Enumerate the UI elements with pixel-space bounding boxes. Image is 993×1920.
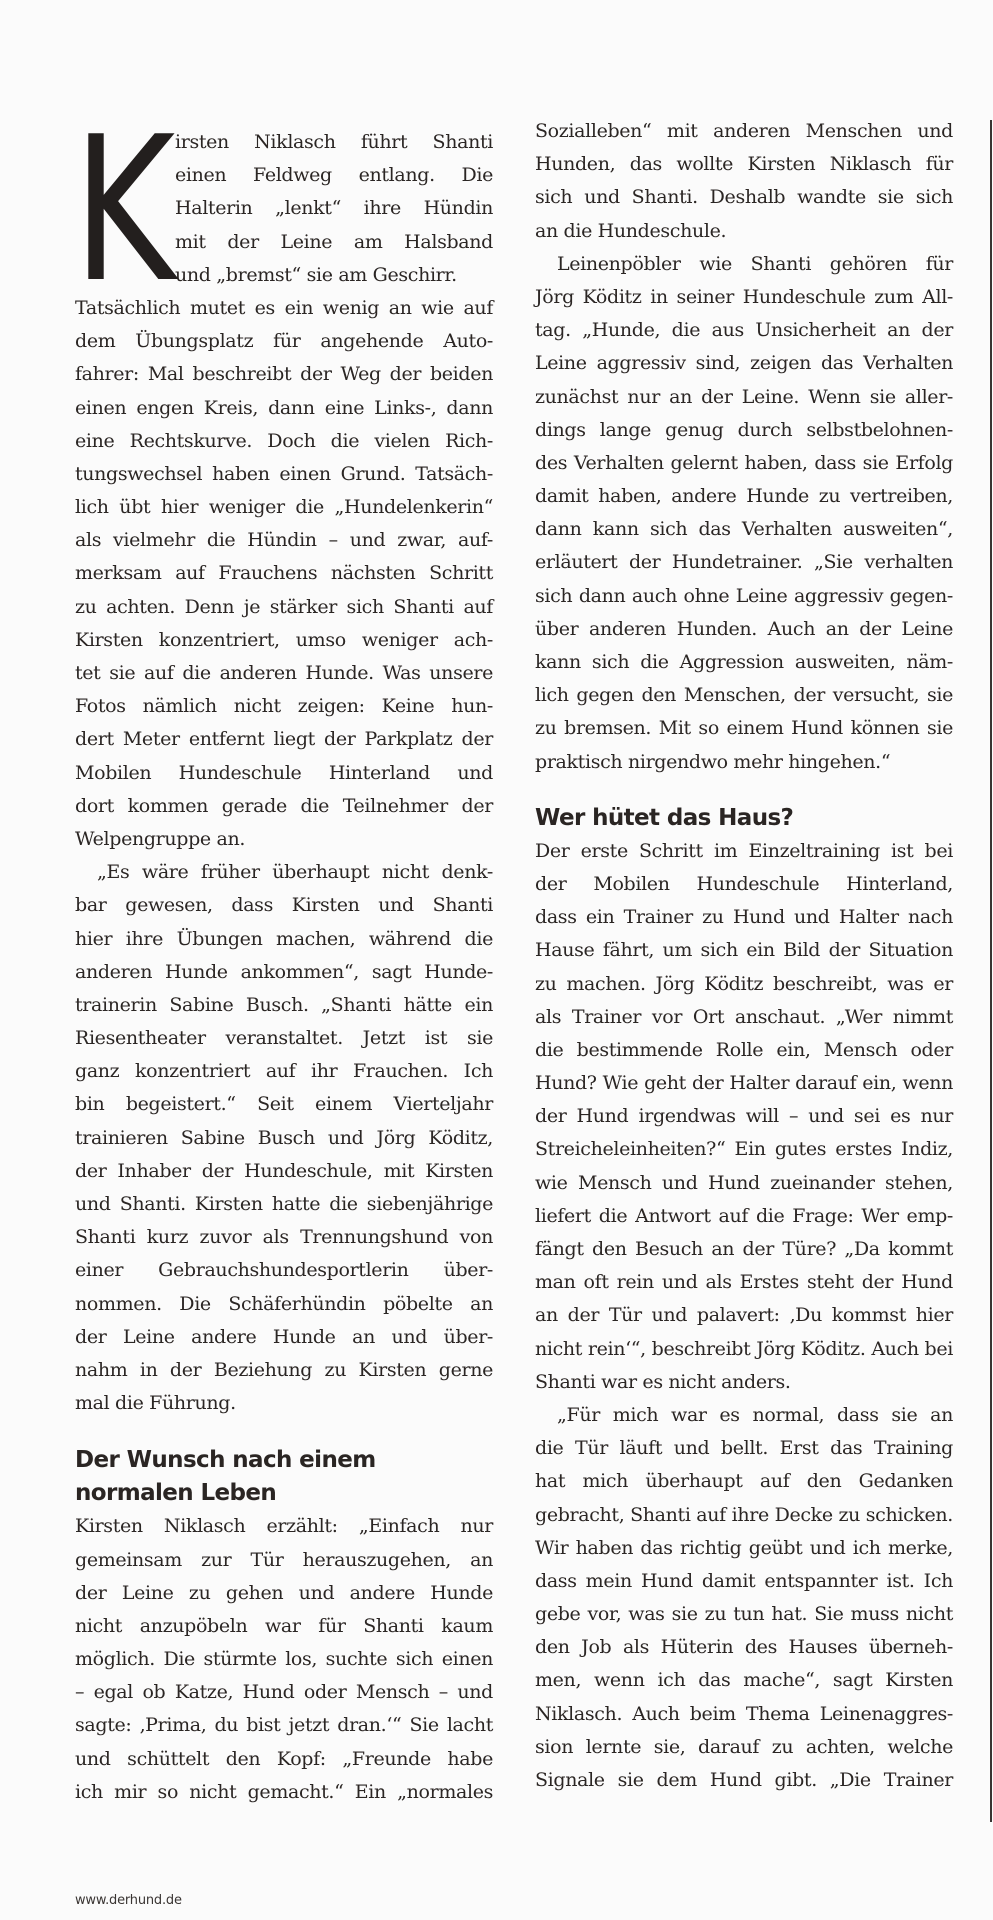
text-line: eine Rechtskurve. Doch die vielen Rich- [75, 429, 493, 452]
text-line: der Inhaber der Hundeschule, mit Kirsten [75, 1159, 493, 1182]
text-line: merksam auf Frauchens nächsten Schritt [75, 562, 493, 585]
text-line: ganz konzentriert auf ihr Frauchen. Ich [75, 1060, 493, 1083]
text-line: Riesentheater veranstaltet. Jetzt ist sie [75, 1027, 493, 1050]
text-line: Leine aggressiv sind, zeigen das Verhalten [535, 352, 953, 375]
text-line: dass ein Trainer zu Hund und Halter nach [535, 906, 953, 929]
text-line: die Tür läuft und bellt. Erst das Training [535, 1437, 953, 1460]
text-line: sion lernte sie, darauf zu achten, welche [535, 1735, 953, 1758]
text-line: Wir haben das richtig geübt und ich merke, [535, 1536, 953, 1559]
text-line: Leinenpöbler wie Shanti gehören für [557, 252, 953, 275]
text-line: Welpengruppe an. [75, 827, 246, 850]
text-line: gebe vor, was sie zu tun hat. Sie muss nicht [535, 1603, 953, 1626]
text-line: irsten Niklasch führt Shanti [175, 131, 493, 153]
text-line: Niklasch. Auch beim Thema Leinenaggres- [535, 1702, 953, 1725]
text-line: damit haben, andere Hunde zu vertreiben, [535, 485, 953, 508]
text-line: dings lange genug durch selbstbelohnen- [535, 418, 953, 441]
spacer [535, 779, 953, 802]
paragraph-6 [535, 1399, 953, 1797]
text-line: trainieren Sabine Busch und Jörg Köditz, [75, 1126, 493, 1149]
text-line: zunächst nur an der Leine. Wenn sie aller- [535, 385, 953, 408]
text-line: Der Wunsch nach einem [75, 1447, 376, 1474]
text-line: men, wenn ich das mache“, sagt Kirsten [535, 1669, 953, 1692]
text-line: den Job als Hüterin des Hauses überneh- [535, 1636, 953, 1659]
text-line: kann sich die Aggression ausweiten, näm- [535, 651, 953, 673]
text-line: Mobilen Hundeschule Hinterland und [75, 761, 493, 784]
text-line: dort kommen gerade die Teilnehmer der [75, 794, 493, 817]
text-line: Halterin „lenkt“ ihre Hündin [175, 197, 493, 220]
paragraph-2 [75, 856, 493, 1420]
text-line: zu machen. Jörg Köditz beschreibt, was er [535, 972, 953, 995]
section-heading-wunsch [75, 1444, 493, 1510]
spacer [75, 1420, 493, 1444]
text-line: nahm in der Beziehung zu Kirsten gerne [75, 1358, 493, 1381]
text-line: Hund? Wie geht der Halter darauf ein, wenn [535, 1072, 953, 1095]
text-line: über anderen Hunden. Auch an der Leine [535, 617, 953, 640]
text-line: einen engen Kreis, dann eine Links-, dann [75, 396, 493, 419]
text-line: trainerin Sabine Busch. „Shanti hätte ein [75, 993, 493, 1016]
paragraph-3-continued [535, 115, 953, 248]
text-line: dass mein Hund damit entspannter ist. Ich [535, 1569, 953, 1592]
text-line: man oft rein und als Erstes steht der Hund [535, 1271, 953, 1294]
text-line: gebracht, Shanti auf ihre Decke zu schicken. [535, 1503, 953, 1526]
text-line: dert Meter entfernt liegt der Parkplatz der [75, 728, 493, 751]
text-line: Shanti war es nicht anders. [535, 1370, 791, 1393]
paragraph-3 [75, 1510, 493, 1809]
text-line: Jörg Köditz in seiner Hundeschule zum All- [535, 285, 953, 308]
text-line: Streicheleinheiten?“ Ein gutes erstes Indiz, [535, 1138, 953, 1161]
text-line: zu bremsen. Mit so einem Hund können sie [535, 717, 953, 740]
text-line: Kirsten konzentriert, umso weniger ach- [75, 628, 493, 651]
text-line: nicht rein‘“, beschreibt Jörg Köditz. Auch bei [535, 1337, 953, 1360]
text-line: hier ihre Übungen machen, während die [75, 927, 493, 950]
text-line: der Leine andere Hunde an und über- [75, 1325, 493, 1348]
text-line: Signale sie dem Hund gibt. „Die Trainer [535, 1769, 953, 1791]
text-line: tag. „Hunde, die aus Unsicherheit an der [535, 319, 953, 342]
text-line: an die Hundeschule. [535, 219, 727, 242]
text-line: Der erste Schritt im Einzeltraining ist bei [535, 839, 953, 862]
text-line: lich übt hier weniger die „Hundelenkerin“ [75, 496, 493, 519]
article-column-right [535, 115, 953, 1797]
article-column-left [73, 94, 493, 1809]
text-line: dem Übungsplatz für angehende Auto- [75, 330, 493, 353]
text-line: tungswechsel haben einen Grund. Tatsäch- [75, 462, 493, 485]
text-line: nicht anzupöbeln war für Shanti kaum [75, 1614, 493, 1637]
text-line: „Für mich war es normal, dass sie an [557, 1403, 953, 1426]
footer-url[interactable]: www.derhund.de [75, 1893, 182, 1908]
text-line: der Mobilen Hundeschule Hinterland, [535, 872, 953, 895]
text-line: zu achten. Denn je stärker sich Shanti auf [75, 595, 493, 618]
text-line: erläutert der Hundetrainer. „Sie verhalten [535, 551, 953, 574]
text-line: Hause fährt, um sich ein Bild der Situation [535, 939, 953, 962]
text-line: und Shanti. Kirsten hatte die siebenjährige [75, 1193, 493, 1215]
text-line: mal die Führung. [75, 1392, 236, 1415]
text-line: sich und Shanti. Deshalb wandte sie sich [535, 186, 953, 209]
text-line: sagte: ‚Prima, du bist jetzt dran.‘“ Sie lacht [75, 1714, 493, 1737]
text-line: dann kann sich das Verhalten ausweiten“, [535, 518, 953, 541]
text-line: lich gegen den Menschen, der versucht, sie [535, 684, 953, 707]
text-line: Sozialleben“ mit anderen Menschen und [535, 120, 953, 142]
text-line: „Es wäre früher überhaupt nicht denk- [97, 861, 493, 884]
text-line: normalen Leben [75, 1480, 277, 1507]
text-line: Fotos nämlich nicht zeigen: Keine hun- [75, 695, 493, 718]
text-line: die bestimmende Rolle ein, Mensch oder [535, 1038, 953, 1061]
text-line: als Trainer vor Ort anschaut. „Wer nimmt [535, 1005, 953, 1028]
text-line: ich mir so nicht gemacht.“ Ein „normales [75, 1780, 493, 1803]
text-line: und schüttelt den Kopf: „Freunde habe [75, 1747, 493, 1770]
section-heading-haus: Wer hütet das Haus? [535, 804, 794, 831]
text-line: Hunden, das wollte Kirsten Niklasch für [535, 153, 953, 176]
text-line: liefert die Antwort auf die Frage: Wer emp- [535, 1204, 953, 1227]
text-line: der Hund irgendwas will – und sei es nur [535, 1105, 953, 1128]
text-line: fängt den Besuch an der Türe? „Da kommt [535, 1238, 953, 1260]
text-line: einer Gebrauchshundesportlerin über- [75, 1259, 493, 1282]
text-line: einen Feldweg entlang. Die [175, 164, 493, 187]
paragraph-1 [75, 292, 493, 856]
text-line: möglich. Die stürmte los, suchte sich einen [75, 1648, 493, 1671]
paragraph-4 [535, 248, 953, 779]
text-line: und „bremst“ sie am Geschirr. [175, 263, 457, 286]
text-line: Shanti kurz zuvor als Trennungshund von [75, 1226, 493, 1249]
drop-cap: K [73, 94, 176, 327]
text-line: sich dann auch ohne Leine aggressiv gegen- [535, 584, 953, 607]
text-line: gemeinsam zur Tür herauszugehen, an [75, 1548, 493, 1571]
text-line: hat mich überhaupt auf den Gedanken [535, 1470, 953, 1493]
text-line: tet sie auf die anderen Hunde. Was unsere [75, 662, 493, 684]
text-line: des Verhalten gelernt haben, dass sie Erfolg [535, 451, 953, 474]
text-line: der Leine zu gehen und andere Hunde [75, 1581, 493, 1604]
text-line: mit der Leine am Halsband [175, 230, 493, 253]
text-line: bar gewesen, dass Kirsten und Shanti [75, 894, 493, 917]
text-line: praktisch nirgendwo mehr hingehen.“ [535, 750, 891, 773]
text-line: bin begeistert.“ Seit einem Vierteljahr [75, 1093, 493, 1116]
text-line: wie Mensch und Hund zueinander stehen, [535, 1171, 953, 1194]
text-line: anderen Hunde ankommen“, sagt Hunde- [75, 960, 493, 983]
text-line: nommen. Die Schäferhündin pöbelte an [75, 1292, 493, 1315]
paragraph-5 [535, 835, 953, 1399]
text-line: – egal ob Katze, Hund oder Mensch – und [75, 1681, 493, 1704]
text-line: als vielmehr die Hündin – und zwar, auf- [75, 529, 493, 552]
text-line: Tatsächlich mutet es ein wenig an wie auf [75, 296, 493, 319]
text-line: fahrer: Mal beschreibt der Weg der beiden [75, 363, 493, 386]
text-line: Kirsten Niklasch erzählt: „Einfach nur [75, 1515, 493, 1538]
text-line: an der Tür und palavert: ‚Du kommst hier [535, 1304, 953, 1327]
column-rule [990, 120, 992, 1822]
